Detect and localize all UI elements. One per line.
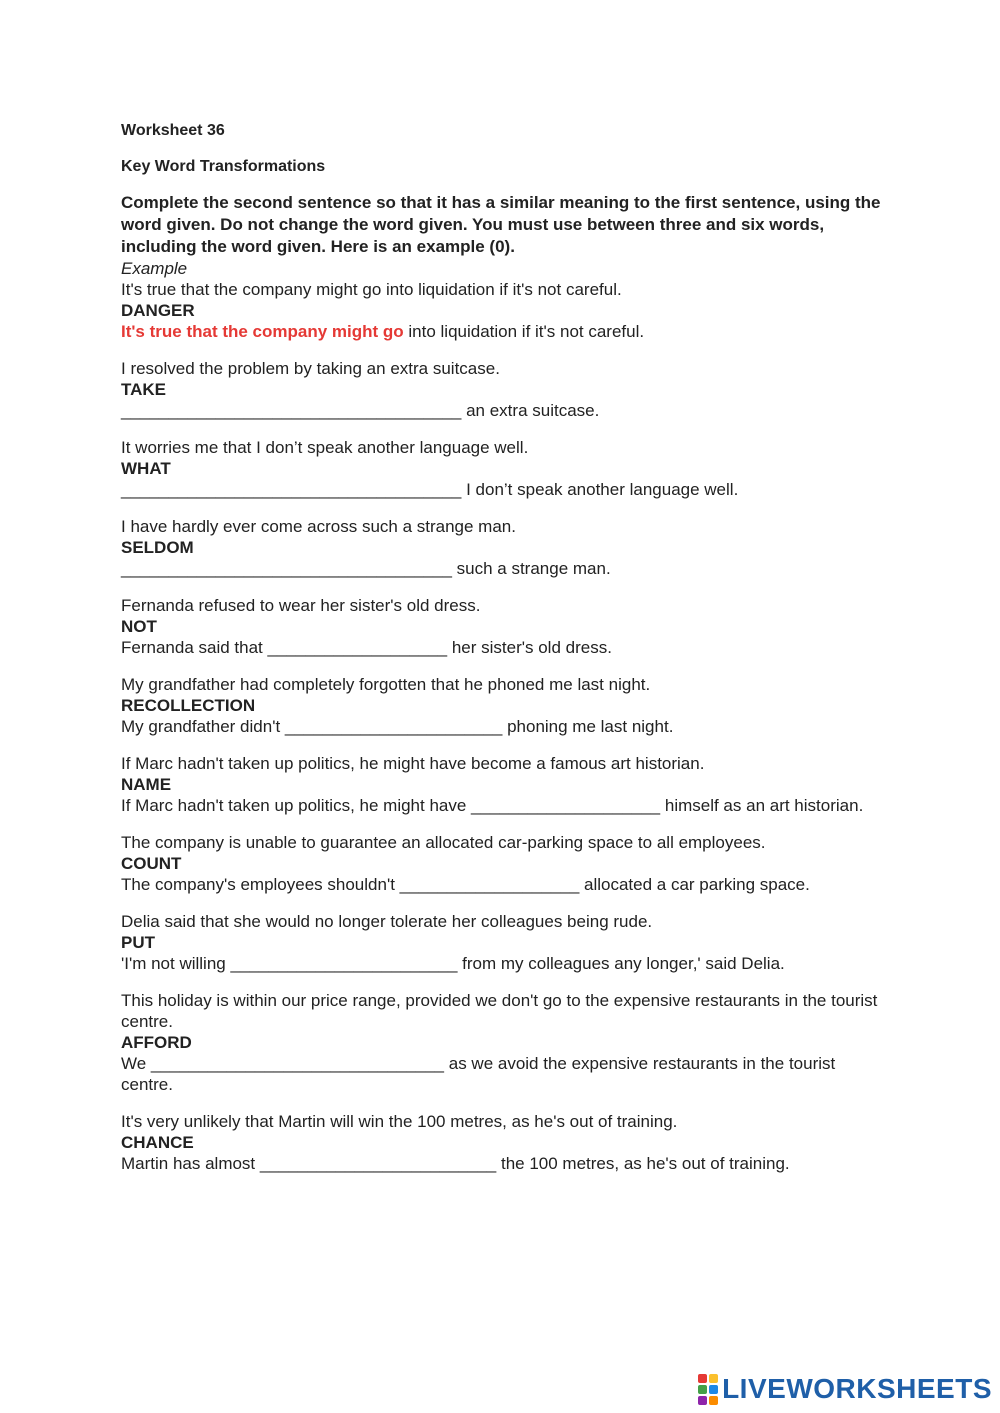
original-sentence: Delia said that she would no longer tolerate her colleagues being rude. — [121, 912, 653, 931]
answer-suffix: phoning me last night. — [502, 717, 674, 736]
key-word: SELDOM — [121, 538, 194, 557]
page-subtitle: Key Word Transformations — [121, 158, 326, 175]
answer-blank[interactable]: ____________________________________ — [121, 480, 462, 499]
exercise-list — [121, 358, 881, 1174]
original-sentence: My grandfather had completely forgotten that he phoned me last night. — [121, 675, 651, 694]
logo-mark-icon — [698, 1374, 718, 1405]
exercise-item — [121, 1111, 881, 1174]
original-sentence: It worries me that I don’t speak another language well. — [121, 438, 529, 457]
exercise-item — [121, 911, 881, 974]
answer-sentence — [121, 874, 881, 895]
key-word: CHANCE — [121, 1133, 194, 1152]
answer-sentence — [121, 716, 881, 737]
answer-suffix: I don’t speak another language well. — [461, 480, 739, 499]
page-title: Worksheet 36 — [121, 122, 225, 139]
answer-prefix: My grandfather didn't — [121, 717, 285, 736]
liveworksheets-logo — [698, 1373, 992, 1405]
key-word: PUT — [121, 933, 155, 952]
answer-prefix: Martin has almost — [121, 1154, 260, 1173]
example-keyword: DANGER — [121, 301, 195, 320]
exercise-item — [121, 358, 881, 421]
answer-suffix: an extra suitcase. — [461, 401, 600, 420]
answer-prefix: Fernanda said that — [121, 638, 268, 657]
answer-blank[interactable]: ____________________ — [471, 796, 661, 815]
answer-prefix: If Marc hadn't taken up politics, he might have — [121, 796, 472, 815]
answer-suffix: the 100 metres, as he's out of training. — [496, 1154, 790, 1173]
logo-mark-square — [698, 1396, 707, 1405]
answer-sentence — [121, 558, 881, 579]
answer-blank[interactable]: ___________________ — [399, 875, 580, 894]
exercise-item — [121, 516, 881, 579]
original-sentence: I have hardly ever come across such a strange man. — [121, 517, 516, 536]
worksheet-page — [121, 120, 881, 1174]
key-word: RECOLLECTION — [121, 696, 256, 715]
answer-suffix: her sister's old dress. — [447, 638, 612, 657]
key-word: WHAT — [121, 459, 171, 478]
exercise-item — [121, 753, 881, 816]
logo-text: LIVEWORKSHEETS — [722, 1373, 992, 1404]
exercise-item — [121, 437, 881, 500]
answer-sentence — [121, 479, 881, 500]
logo-mark-square — [709, 1385, 718, 1394]
answer-sentence — [121, 637, 881, 658]
logo-mark-square — [698, 1374, 707, 1383]
answer-suffix: from my colleagues any longer,' said Delia. — [457, 954, 785, 973]
example-answer-highlight: It's true that the company might go — [121, 322, 404, 341]
original-sentence: If Marc hadn't taken up politics, he might have become a famous art historian. — [121, 754, 705, 773]
example-answer — [121, 321, 881, 342]
answer-sentence — [121, 795, 881, 816]
key-word: NAME — [121, 775, 172, 794]
exercise-item — [121, 595, 881, 658]
example-label: Example — [121, 259, 188, 278]
example-block — [121, 258, 881, 342]
answer-suffix: as we avoid the expensive restaurants in the tourist centre. — [121, 1054, 836, 1094]
answer-sentence — [121, 1053, 881, 1095]
answer-suffix: himself as an art historian. — [660, 796, 864, 815]
logo-mark-square — [698, 1385, 707, 1394]
original-sentence: I resolved the problem by taking an extra suitcase. — [121, 359, 500, 378]
original-sentence: Fernanda refused to wear her sister's old dress. — [121, 596, 481, 615]
answer-prefix: 'I'm not willing — [121, 954, 231, 973]
answer-blank[interactable]: ____________________________________ — [121, 401, 462, 420]
key-word: AFFORD — [121, 1033, 192, 1052]
answer-blank[interactable]: ___________________________________ — [121, 559, 452, 578]
answer-prefix: The company's employees shouldn't — [121, 875, 400, 894]
answer-blank[interactable]: _______________________________ — [150, 1054, 445, 1073]
key-word: TAKE — [121, 380, 167, 399]
answer-sentence — [121, 953, 881, 974]
key-word: NOT — [121, 617, 157, 636]
original-sentence: It's very unlikely that Martin will win the 100 metres, as he's out of training. — [121, 1112, 678, 1131]
answer-blank[interactable]: _________________________ — [259, 1154, 497, 1173]
example-sentence: It's true that the company might go into liquidation if it's not careful. — [121, 280, 622, 299]
original-sentence: This holiday is within our price range, provided we don't go to the expensive restaurants in the tourist centre. — [121, 991, 878, 1031]
exercise-item — [121, 674, 881, 737]
exercise-item — [121, 990, 881, 1095]
answer-sentence — [121, 400, 881, 421]
logo-mark-square — [709, 1374, 718, 1383]
answer-blank[interactable]: ___________________ — [267, 638, 448, 657]
answer-prefix: We — [121, 1054, 151, 1073]
answer-sentence — [121, 1153, 881, 1174]
answer-blank[interactable]: ________________________ — [230, 954, 458, 973]
exercise-item — [121, 832, 881, 895]
example-answer-rest: into liquidation if it's not careful. — [403, 322, 645, 341]
answer-suffix: such a strange man. — [451, 559, 611, 578]
key-word: COUNT — [121, 854, 182, 873]
instructions: Complete the second sentence so that it has a similar meaning to the first sentence, using the word given. Do not change the word given. You must use between three and six words, including the word given. Here is an example (0). — [121, 193, 881, 256]
answer-blank[interactable]: _______________________ — [284, 717, 503, 736]
logo-mark-square — [709, 1396, 718, 1405]
original-sentence: The company is unable to guarantee an allocated car-parking space to all employees. — [121, 833, 766, 852]
answer-suffix: allocated a car parking space. — [579, 875, 810, 894]
